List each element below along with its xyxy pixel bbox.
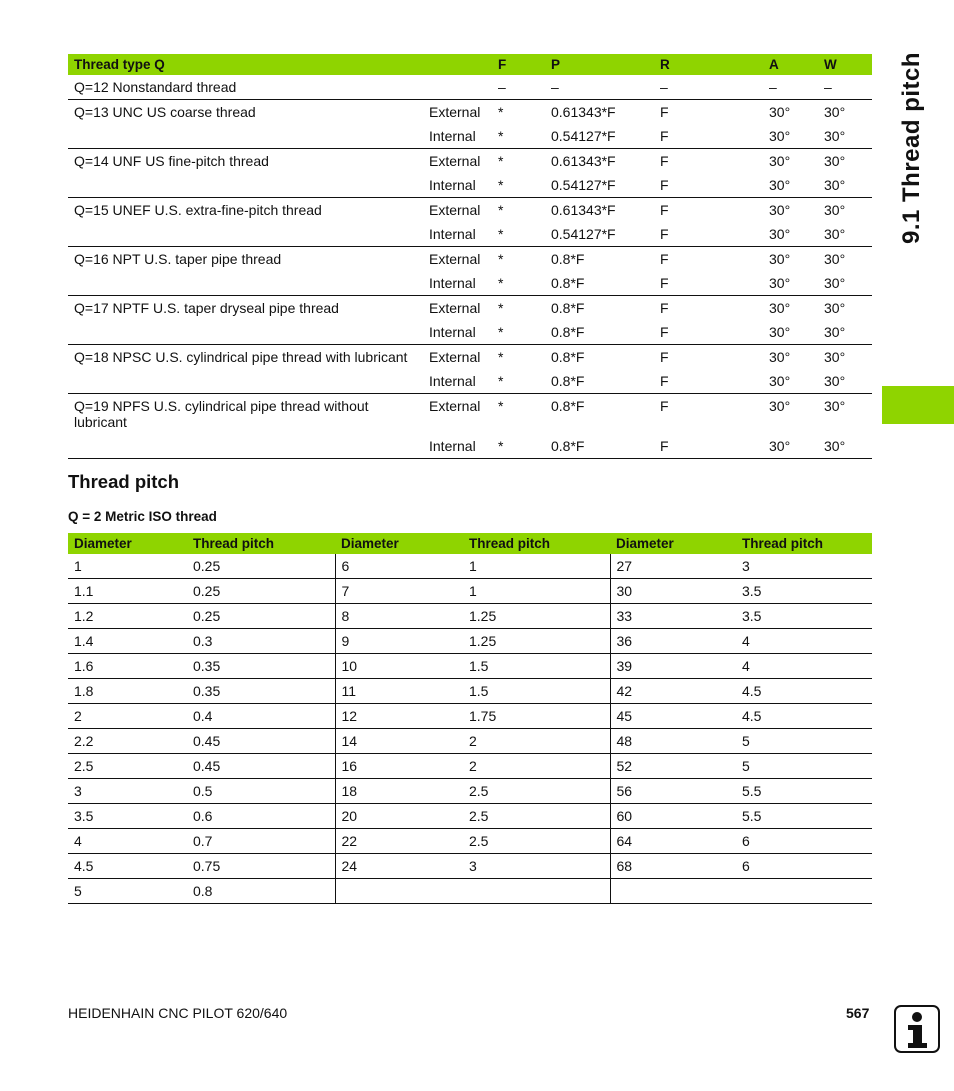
column-header: Diameter	[68, 533, 187, 554]
table-cell: *	[492, 320, 545, 345]
table-cell: F	[660, 251, 669, 267]
table-cell: 27	[610, 554, 736, 579]
table-cell: 1	[68, 554, 187, 579]
table-cell: F	[660, 153, 669, 169]
table-row	[68, 579, 872, 604]
table-cell: 0.8*F	[551, 349, 585, 365]
table-cell: 0.45	[187, 729, 335, 754]
table-cell: *	[498, 398, 504, 414]
table-cell: 48	[610, 729, 736, 754]
table-row	[68, 804, 872, 829]
table-cell: 5	[68, 879, 187, 904]
table-cell: 42	[610, 679, 736, 704]
table-cell	[68, 369, 423, 394]
table-row	[68, 271, 872, 296]
column-header: A	[763, 54, 818, 75]
table-cell: 5.5	[736, 804, 872, 829]
table-cell: 0.54127*F	[545, 173, 654, 198]
column-header: W	[818, 54, 872, 75]
table-cell: 2.5	[463, 804, 610, 829]
table-row	[68, 198, 872, 223]
table-row	[68, 679, 872, 704]
table-cell: 1.5	[463, 679, 610, 704]
thread-type-header-row	[68, 54, 872, 75]
info-icon[interactable]	[894, 1005, 940, 1053]
table-cell: 30°	[824, 349, 846, 365]
table-cell: –	[763, 75, 818, 100]
table-cell: *	[498, 202, 504, 218]
table-cell: 0.8*F	[545, 271, 654, 296]
table-cell: 3.5	[68, 804, 187, 829]
table-cell: *	[498, 153, 504, 169]
table-cell: Q=12 Nonstandard thread	[68, 75, 423, 100]
table-cell: *	[492, 434, 545, 459]
column-header: F	[492, 54, 545, 75]
column-header: Thread pitch	[736, 533, 872, 554]
table-cell: 0.35	[187, 679, 335, 704]
table-cell	[423, 75, 492, 100]
table-cell: 9	[335, 629, 463, 654]
column-header: Diameter	[610, 533, 736, 554]
table-cell: Q=15 UNEF U.S. extra-fine-pitch thread	[74, 202, 322, 218]
table-cell: Q=13 UNC US coarse thread	[74, 104, 256, 120]
table-cell: 30°	[818, 271, 872, 296]
table-row	[68, 75, 872, 100]
table-cell: Q=16 NPT U.S. taper pipe thread	[74, 251, 282, 267]
table-cell: 30°	[763, 222, 818, 247]
table-cell: Internal	[423, 369, 492, 394]
table-row	[68, 222, 872, 247]
table-cell: 30°	[818, 124, 872, 149]
table-cell: External	[429, 349, 481, 365]
table-cell: F	[660, 202, 669, 218]
table-row	[68, 879, 872, 904]
table-cell: 0.61343*F	[551, 202, 616, 218]
table-cell: –	[654, 75, 763, 100]
table-cell: 1	[463, 579, 610, 604]
table-cell: *	[492, 124, 545, 149]
column-header: P	[545, 54, 654, 75]
table-cell: 30°	[824, 153, 846, 169]
table-row	[68, 654, 872, 679]
table-cell: F	[660, 104, 669, 120]
table-cell: 3	[463, 854, 610, 879]
table-cell: 1.25	[463, 604, 610, 629]
table-cell: 64	[610, 829, 736, 854]
table-cell: F	[660, 349, 669, 365]
table-cell: 1.25	[463, 629, 610, 654]
footer-product-name: HEIDENHAIN CNC PILOT 620/640	[68, 1005, 288, 1021]
table-cell: 4.5	[736, 704, 872, 729]
table-cell: Q=18 NPSC U.S. cylindrical pipe thread with lubricant	[74, 349, 408, 365]
table-row	[68, 829, 872, 854]
table-cell: 1.2	[68, 604, 187, 629]
table-cell: 0.61343*F	[551, 153, 616, 169]
table-cell: 4.5	[68, 854, 187, 879]
table-cell: 10	[335, 654, 463, 679]
table-row	[68, 345, 872, 370]
table-cell	[736, 879, 872, 904]
table-cell: 30°	[818, 173, 872, 198]
table-cell: F	[660, 300, 669, 316]
table-cell: 30°	[763, 124, 818, 149]
table-cell: 0.45	[187, 754, 335, 779]
table-cell: 5.5	[736, 779, 872, 804]
table-cell: External	[429, 398, 481, 414]
table-cell: 30°	[769, 153, 791, 169]
column-header	[423, 54, 492, 75]
table-cell	[463, 879, 610, 904]
table-cell: 8	[335, 604, 463, 629]
table-subheading: Q = 2 Metric ISO thread	[68, 509, 217, 524]
table-cell: 30°	[818, 434, 872, 459]
chapter-side-title	[898, 38, 926, 258]
table-cell: External	[429, 104, 481, 120]
table-row	[68, 779, 872, 804]
table-row	[68, 554, 872, 579]
table-cell: 20	[335, 804, 463, 829]
column-header: Thread pitch	[187, 533, 335, 554]
table-cell: Internal	[423, 173, 492, 198]
table-cell: *	[498, 251, 504, 267]
table-cell: 0.3	[187, 629, 335, 654]
column-header: Thread pitch	[463, 533, 610, 554]
table-cell: 30°	[824, 398, 846, 414]
table-cell: 2.5	[463, 829, 610, 854]
table-row	[68, 124, 872, 149]
table-cell: 45	[610, 704, 736, 729]
table-cell: 1.4	[68, 629, 187, 654]
table-cell: 0.54127*F	[545, 124, 654, 149]
table-row	[68, 854, 872, 879]
table-cell: 30°	[818, 222, 872, 247]
table-cell: F	[654, 222, 763, 247]
table-cell: F	[654, 124, 763, 149]
table-row	[68, 704, 872, 729]
table-row	[68, 247, 872, 272]
table-cell	[68, 124, 423, 149]
table-cell: 18	[335, 779, 463, 804]
table-cell: 33	[610, 604, 736, 629]
table-cell: Internal	[423, 124, 492, 149]
table-row	[68, 100, 872, 125]
table-cell: 0.8*F	[545, 320, 654, 345]
table-cell: 4	[68, 829, 187, 854]
table-cell: Internal	[423, 320, 492, 345]
table-cell: 12	[335, 704, 463, 729]
table-cell: *	[492, 271, 545, 296]
table-cell: 2.5	[463, 779, 610, 804]
table-cell: 30°	[818, 320, 872, 345]
table-row	[68, 629, 872, 654]
table-cell: 30°	[769, 251, 791, 267]
table-cell: 0.6	[187, 804, 335, 829]
table-cell: 14	[335, 729, 463, 754]
table-cell: F	[654, 434, 763, 459]
table-cell: 30°	[763, 320, 818, 345]
table-cell: *	[498, 104, 504, 120]
table-cell: 3.5	[736, 604, 872, 629]
table-cell: 2.5	[68, 754, 187, 779]
table-cell: 36	[610, 629, 736, 654]
table-cell: 0.61343*F	[551, 104, 616, 120]
table-cell: Q=14 UNF US fine-pitch thread	[74, 153, 269, 169]
table-cell: 0.4	[187, 704, 335, 729]
table-cell: 30°	[769, 398, 791, 414]
table-cell: 0.5	[187, 779, 335, 804]
table-cell: External	[429, 153, 481, 169]
table-cell: 4	[736, 629, 872, 654]
table-cell: 6	[736, 829, 872, 854]
table-row	[68, 173, 872, 198]
table-cell: *	[492, 173, 545, 198]
table-cell: 30°	[824, 300, 846, 316]
table-cell: 1.6	[68, 654, 187, 679]
table-cell: 0.8	[187, 879, 335, 904]
table-cell: F	[654, 271, 763, 296]
table-cell: 0.25	[187, 579, 335, 604]
table-cell: 3.5	[736, 579, 872, 604]
table-cell: F	[654, 320, 763, 345]
table-cell: 30°	[769, 202, 791, 218]
table-cell: 30°	[769, 300, 791, 316]
thread-type-table	[68, 54, 872, 459]
table-cell: 52	[610, 754, 736, 779]
table-cell: 4.5	[736, 679, 872, 704]
table-cell	[68, 222, 423, 247]
column-header: Diameter	[335, 533, 463, 554]
table-cell: *	[498, 349, 504, 365]
table-cell: 30°	[769, 104, 791, 120]
table-cell: Internal	[423, 271, 492, 296]
table-cell	[68, 271, 423, 296]
table-cell: 7	[335, 579, 463, 604]
table-cell: External	[429, 300, 481, 316]
metric-table-body	[68, 554, 872, 904]
table-cell: 2.2	[68, 729, 187, 754]
table-cell: –	[492, 75, 545, 100]
table-cell: 30°	[824, 251, 846, 267]
table-cell: *	[492, 369, 545, 394]
table-cell: External	[429, 251, 481, 267]
table-cell: 60	[610, 804, 736, 829]
table-cell: 0.25	[187, 604, 335, 629]
table-row	[68, 320, 872, 345]
chapter-side-title-text: 9.1 Thread pitch	[898, 51, 925, 245]
column-header: R	[654, 54, 763, 75]
table-cell: 30	[610, 579, 736, 604]
metric-thread-table	[68, 533, 872, 904]
table-cell: 5	[736, 754, 872, 779]
table-cell: 30°	[824, 202, 846, 218]
thread-type-table-body	[68, 75, 872, 459]
table-cell: F	[660, 398, 669, 414]
table-cell: *	[498, 300, 504, 316]
table-cell: –	[545, 75, 654, 100]
table-cell	[335, 879, 463, 904]
table-cell: 0.8*F	[545, 434, 654, 459]
table-cell: 0.7	[187, 829, 335, 854]
table-cell: 0.54127*F	[545, 222, 654, 247]
table-cell: 1.5	[463, 654, 610, 679]
table-cell: 30°	[763, 369, 818, 394]
table-cell: F	[654, 369, 763, 394]
table-row	[68, 754, 872, 779]
table-cell: 1.75	[463, 704, 610, 729]
table-cell: Internal	[423, 434, 492, 459]
table-cell: 16	[335, 754, 463, 779]
table-cell: 39	[610, 654, 736, 679]
table-cell: 30°	[763, 271, 818, 296]
table-cell	[68, 434, 423, 459]
table-cell: –	[818, 75, 872, 100]
table-row	[68, 394, 872, 435]
table-cell: 30°	[763, 173, 818, 198]
table-cell: 4	[736, 654, 872, 679]
table-cell: External	[429, 202, 481, 218]
table-row	[68, 604, 872, 629]
table-cell	[68, 320, 423, 345]
table-cell: Q=17 NPTF U.S. taper dryseal pipe thread	[74, 300, 339, 316]
chapter-tab-marker	[882, 386, 954, 424]
table-row	[68, 149, 872, 174]
table-cell	[610, 879, 736, 904]
table-cell: 0.8*F	[551, 398, 585, 414]
table-cell: 3	[736, 554, 872, 579]
table-cell: 30°	[818, 369, 872, 394]
table-row	[68, 296, 872, 321]
table-cell: Internal	[423, 222, 492, 247]
table-cell: 5	[736, 729, 872, 754]
table-cell: 56	[610, 779, 736, 804]
table-cell: 0.8*F	[551, 300, 585, 316]
table-cell: 1.1	[68, 579, 187, 604]
table-row	[68, 434, 872, 459]
table-cell: 0.8*F	[551, 251, 585, 267]
table-cell: 6	[736, 854, 872, 879]
table-cell: 11	[335, 679, 463, 704]
table-cell: 2	[463, 729, 610, 754]
section-heading: Thread pitch	[68, 471, 180, 492]
table-cell: 1.8	[68, 679, 187, 704]
table-cell: 22	[335, 829, 463, 854]
metric-header-row	[68, 533, 872, 554]
table-cell: 0.35	[187, 654, 335, 679]
table-cell: 68	[610, 854, 736, 879]
table-cell: 30°	[769, 349, 791, 365]
column-header: Thread type Q	[68, 54, 423, 75]
table-cell: 6	[335, 554, 463, 579]
table-cell: 30°	[763, 434, 818, 459]
table-cell: F	[654, 173, 763, 198]
table-cell: 3	[68, 779, 187, 804]
table-cell: Q=19 NPFS U.S. cylindrical pipe thread without lubricant	[74, 398, 369, 430]
table-row	[68, 729, 872, 754]
table-cell: 30°	[824, 104, 846, 120]
page-number: 567	[846, 1005, 870, 1021]
table-cell: 0.8*F	[545, 369, 654, 394]
table-cell: 0.25	[187, 554, 335, 579]
table-cell: 24	[335, 854, 463, 879]
table-cell: *	[492, 222, 545, 247]
table-cell: 1	[463, 554, 610, 579]
table-cell: 2	[463, 754, 610, 779]
table-cell	[68, 173, 423, 198]
table-row	[68, 369, 872, 394]
table-cell: 0.75	[187, 854, 335, 879]
table-cell: 2	[68, 704, 187, 729]
